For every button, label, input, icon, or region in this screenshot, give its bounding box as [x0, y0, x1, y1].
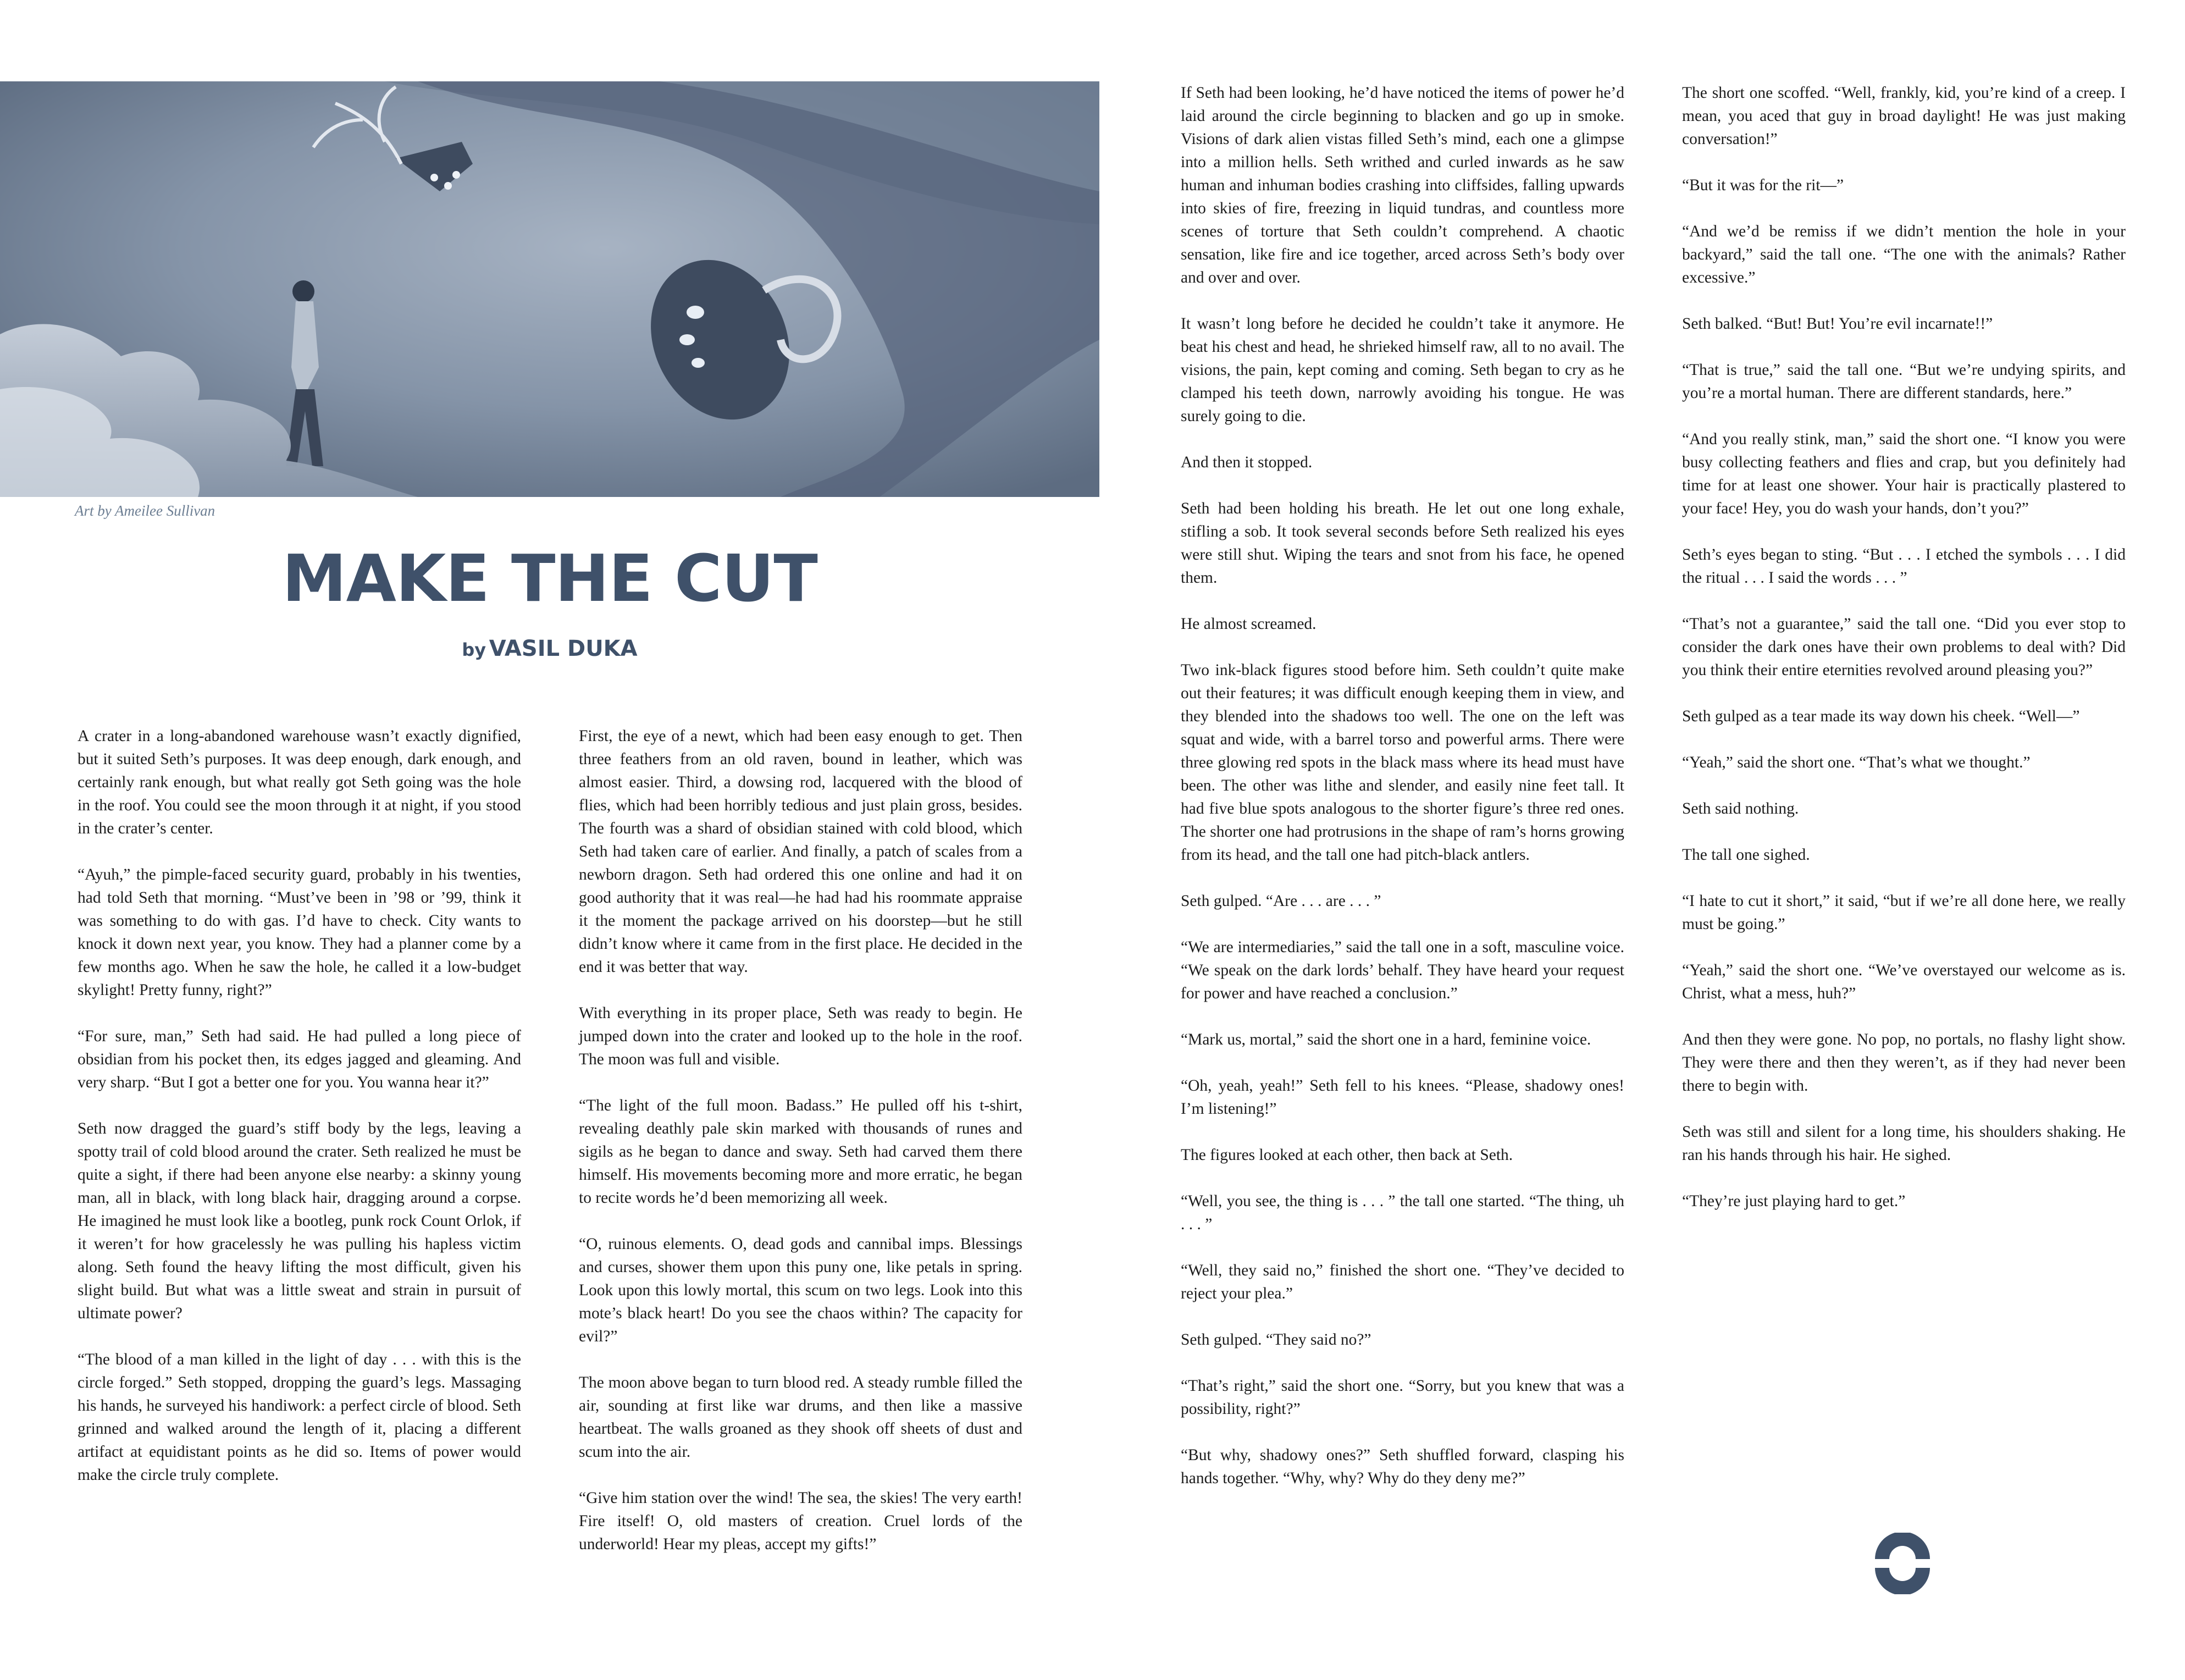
art-credit: Art by Ameilee Sullivan — [75, 502, 215, 519]
paragraph: “But it was for the rit—” — [1682, 176, 1844, 194]
paragraph: “They’re just playing hard to get.” — [1682, 1192, 1906, 1210]
paragraph: The figures looked at each other, then back at Seth. — [1181, 1146, 1513, 1164]
paragraph: “That’s not a guarantee,” said the tall one. “Did you ever stop to consider the dark ones have their own problems to deal with? Did you think their entire eternities revolved around pleasing you?” — [1682, 615, 2126, 679]
byline — [0, 636, 1099, 661]
byline-prefix: by — [462, 639, 486, 660]
paragraph: “But why, shadowy ones?” Seth shuffled forward, clasping his hands together. “Why, why? Why do they deny me?” — [1181, 1446, 1624, 1487]
paragraph: “That is true,” said the tall one. “But we’re undying spirits, and you’re a mortal human. There are different standards, here.” — [1682, 361, 2126, 402]
paragraph: “We are intermediaries,” said the tall one in a soft, masculine voice. “We speak on the dark lords’ behalf. They have heard your request for power and have reached a conclusion.” — [1181, 938, 1624, 1002]
paragraph: “For sure, man,” Seth had said. He had pulled a long piece of obsidian from his pocket then, its edges jagged and gleaming. And very sharp. “But I got a better one for you. You wanna hear it?” — [78, 1027, 521, 1091]
paragraph: “And you really stink, man,” said the short one. “I know you were busy collecting feathers and flies and crap, but you definitely had time for at least one shower. Your hair is practically plastered to your face! Hey, you do wash your hands, don’t you?” — [1682, 430, 2126, 517]
paragraph: Seth balked. “But! But! You’re evil incarnate!!” — [1682, 315, 1993, 333]
author-name: VASIL DUKA — [489, 636, 638, 661]
paragraph: It wasn’t long before he decided he couldn’t take it anymore. He beat his chest and head, he shrieked himself raw, all to no avail. The visions, the pain, kept coming and coming. Seth began to cry as he clamped his teeth down, narrowly avoiding his tongue. He was surely going to die. — [1181, 315, 1624, 425]
paragraph: Seth gulped as a tear made its way down his cheek. “Well—” — [1682, 708, 2080, 725]
paragraph: “Yeah,” said the short one. “That’s what we thought.” — [1682, 754, 2031, 771]
text-column-1 — [78, 725, 521, 1510]
paragraph: The tall one sighed. — [1682, 846, 1810, 864]
paragraph: “Oh, yeah, yeah!” Seth fell to his knees. “Please, shadowy ones! I’m listening!” — [1181, 1077, 1624, 1118]
paragraph: “Well, you see, the thing is . . . ” the tall one started. “The thing, uh . . . ” — [1181, 1192, 1624, 1233]
paragraph: Seth’s eyes began to sting. “But . . . I etched the symbols . . . I did the ritual . . . I said the words . . . ” — [1682, 546, 2126, 587]
paragraph: “And we’d be remiss if we didn’t mention the hole in your backyard,” said the tall one. “The one with the animals? Rather excessive.” — [1682, 223, 2126, 286]
end-of-story-icon — [1872, 1533, 1933, 1597]
paragraph: “That’s right,” said the short one. “Sorry, but you knew that was a possibility, right?” — [1181, 1377, 1624, 1418]
story-title: MAKE THE CUT — [282, 540, 817, 616]
story-illustration — [0, 81, 1099, 497]
paragraph: “The light of the full moon. Badass.” He pulled off his t-shirt, revealing deathly pale skin marked with thousands of runes and sigils as he began to dance and sway. Seth had carved them there himself. His movements becoming more and more erratic, he began to recite words he’d been memorizing all week. — [579, 1097, 1022, 1207]
paragraph: He almost screamed. — [1181, 615, 1316, 633]
text-column-4 — [1682, 81, 2126, 1236]
paragraph: Seth had been holding his breath. He let out one long exhale, stifling a sob. It took several seconds before Seth realized his eyes were still shut. Wiping the tears and snot from his face, he opened them. — [1181, 500, 1624, 587]
paragraph: And then it stopped. — [1181, 454, 1313, 471]
paragraph: “Ayuh,” the pimple-faced security guard, probably in his twenties, had told Seth that morning. “Must’ve been in ’98 or ’99, think it was something to do with gas. I’d have to check. City wants to knock it down next year, you know. They had a planner come by a few months ago. When he saw the hole, he called it a low-budget skylight! Pretty funny, right?” — [78, 866, 521, 999]
paragraph: And then they were gone. No pop, no portals, no flashy light show. They were there and then they weren’t, as if they had never been there to begin with. — [1682, 1031, 2126, 1095]
paragraph: Seth now dragged the guard’s stiff body by the legs, leaving a spotty trail of cold blood around the crater. Seth realized he must be quite a sight, if there had been anyone else nearby: a skinny young man, all in black, with long black hair, dragging around a corpse. He imagined he must look like a bootleg, punk rock Count Orlok, if it weren’t for how gracelessly he was pulling his hapless victim along. Seth found the heavy lifting the most difficult, given his slight build. But what was a little sweat and strain in pursuit of ultimate power? — [78, 1120, 521, 1322]
text-column-3 — [1181, 81, 1624, 1513]
paragraph: Seth said nothing. — [1682, 800, 1799, 817]
text-column-2 — [579, 725, 1022, 1579]
paragraph: Seth gulped. “Are . . . are . . . ” — [1181, 892, 1381, 910]
paragraph: If Seth had been looking, he’d have noticed the items of power he’d laid around the circle beginning to blacken and go up in smoke. Visions of dark alien vistas filled Seth’s mind, each one a glimpse into a million hells. Seth writhed and curled inwards as he saw human and inhuman bodies crashing into cliffsides, falling upwards into skies of fire, freezing in liquid tundras, and countless more scenes of torture that Seth couldn’t comprehend. A chaotic sensation, like fire and ice together, arced across Seth’s body over and over and over. — [1181, 84, 1624, 286]
paragraph: “Give him station over the wind! The sea, the skies! The very earth! Fire itself! O, old masters of creation. Cruel lords of the underworld! Hear my pleas, accept my gifts!” — [579, 1489, 1022, 1553]
paragraph: “Well, they said no,” finished the short one. “They’ve decided to reject your plea.” — [1181, 1262, 1624, 1302]
paragraph: “I hate to cut it short,” it said, “but if we’re all done here, we really must be going.” — [1682, 892, 2126, 933]
paragraph: “Mark us, mortal,” said the short one in a hard, feminine voice. — [1181, 1031, 1591, 1048]
paragraph: The moon above began to turn blood red. A steady rumble filled the air, sounding at first like war drums, and then like a massive heartbeat. The walls groaned as they shook off sheets of dust and scum into the air. — [579, 1374, 1022, 1461]
paragraph: Seth gulped. “They said no?” — [1181, 1331, 1371, 1349]
paragraph: Seth was still and silent for a long time, his shoulders shaking. He ran his hands through his hair. He sighed. — [1682, 1123, 2126, 1164]
paragraph: A crater in a long-abandoned warehouse wasn’t exactly dignified, but it suited Seth’s purposes. It was deep enough, dark enough, and certainly rank enough, but what really got Seth going was the hole in the roof. You could see the moon through it at night, if you stood in the crater’s center. — [78, 727, 521, 837]
paragraph: Two ink-black figures stood before him. Seth couldn’t quite make out their features; it was difficult enough keeping them in view, and they blended into the shadows too well. The one on the left was squat and wide, with a barrel torso and powerful arms. There were three glowing red spots in the black mass where its head must have been. The other was lithe and slender, and easily nine feet tall. It had five blue spots analogous to the shorter figure’s three red ones. The shorter one had protrusions in the shape of ram’s horns growing from its head, and the tall one had pitch-black antlers. — [1181, 661, 1624, 864]
paragraph: “Yeah,” said the short one. “We’ve overstayed our welcome as is. Christ, what a mess, huh?” — [1682, 961, 2126, 1002]
paragraph: “The blood of a man killed in the light of day . . . with this is the circle forged.” Seth stopped, dropping the guard’s legs. Massaging his hands, he surveyed his handiwork: a perfect circle of blood. Seth grinned and walked around the length of it, placing a different artifact at equidistant points as he did so. Items of power would make the circle truly complete. — [78, 1351, 521, 1484]
paragraph: The short one scoffed. “Well, frankly, kid, you’re kind of a creep. I mean, you aced that guy in broad daylight! He was just making conversation!” — [1682, 84, 2126, 148]
paragraph: “O, ruinous elements. O, dead gods and cannibal imps. Blessings and curses, shower them upon this puny one, like petals in spring. Look upon this lowly mortal, this scum on two legs. Look into this mote’s black heart! Do you see the chaos within? The capacity for evil?” — [579, 1235, 1022, 1345]
paragraph: With everything in its proper place, Seth was ready to begin. He jumped down into the crater and looked up to the hole in the roof. The moon was full and visible. — [579, 1004, 1022, 1068]
paragraph: First, the eye of a newt, which had been easy enough to get. Then three feathers from an old raven, bound in leather, which was almost easier. Third, a dowsing rod, lacquered with the blood of flies, which had been horribly tedious and just plain gross, besides. The fourth was a shard of obsidian stained with cold blood, which Seth had taken care of earlier. And finally, a patch of scales from a newborn dragon. Seth had ordered this one online and had it on good authority that it was real—he had had his roommate appraise it the moment the package arrived on his doorstep—but he still didn’t know where it came from in the first place. He decided in the end it was better that way. — [579, 727, 1022, 976]
